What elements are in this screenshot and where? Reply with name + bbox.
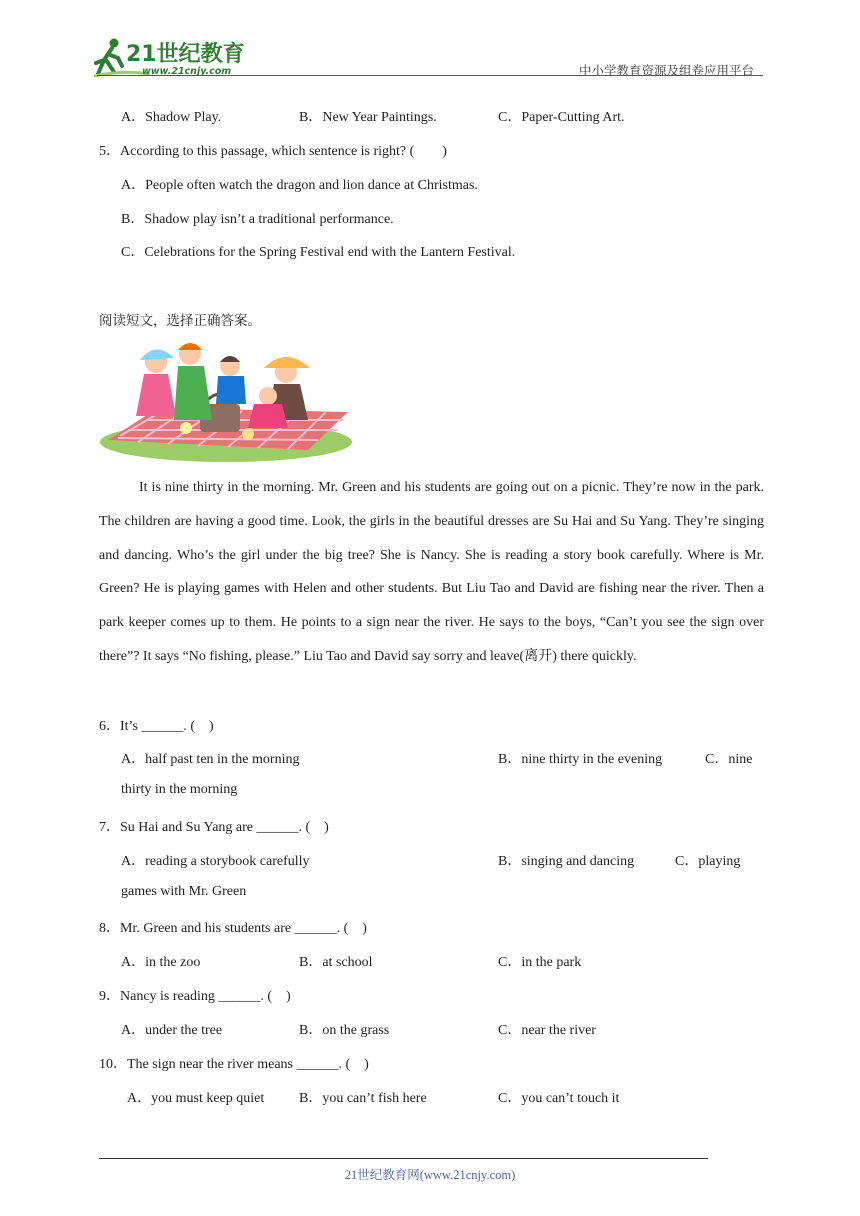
q4-option-c: C．Paper-Cutting Art. [498,110,625,125]
q7-option-b: B．singing and dancing [498,854,635,869]
q8-stem: 8．Mr. Green and his students are ______. ( ) [99,921,367,936]
q10-stem: 10．The sign near the river means ______. ( ) [99,1057,369,1072]
q7-option-c: C．playing [675,854,741,869]
logo-text: 21世纪教育 [126,42,245,67]
q10-option-b: B．you can’t fish here [299,1091,427,1106]
q6-option-b: B．nine thirty in the evening [498,752,663,767]
q5-option-a: A．People often watch the dragon and lion dance at Christmas. [121,178,478,193]
q7-option-a: A．reading a storybook carefully [121,854,310,869]
q9-option-b: B．on the grass [299,1023,390,1038]
q5-stem: 5．According to this passage, which sentence is right? ( ) [99,144,447,159]
q9-stem: 9．Nancy is reading ______. ( ) [99,989,291,1004]
q10-option-a: A．you must keep quiet [127,1091,265,1106]
q5-option-b: B．Shadow play isn’t a traditional performance. [121,212,394,227]
q9-option-a: A．under the tree [121,1023,223,1038]
footer-text: 21世纪教育网(www.21cnjy.com) [344,1168,516,1182]
header-platform-text: 中小学教育资源及组卷应用平台 [578,63,754,78]
logo-url: www.21cnjy.com [142,66,232,77]
q4-option-b: B．New Year Paintings. [299,110,437,125]
q8-option-a: A．in the zoo [121,955,201,970]
footer-divider [99,1158,708,1159]
header-divider [97,75,763,76]
q7-option-c-continued: games with Mr. Green [121,884,247,899]
q5-option-c: C．Celebrations for the Spring Festival end with the Lantern Festival. [121,245,516,260]
reading-passage: It is nine thirty in the morning. Mr. Green and his students are going out on a picnic. They’re now in the park. The children are having a good time. Look, the girls in the beautiful dresses are Su Hai and Su Yang. They’re singing and dancing. Who’s the girl under the big tree? She is Nancy. She is reading a story book carefully. Where is Mr. Green? He is playing games with Helen and other students. But Liu Tao and David are fishing near the river. Then a park keeper comes up to them. He points to a sign near the river. He says to the boys, “Can’t you see the sign over there”? It says “No fishing, please.” Liu Tao and David say sorry and leave(离开) there quickly. [99,480,764,664]
q6-option-c-continued: thirty in the morning [121,782,238,797]
picnic-illustration [98,338,354,466]
q6-option-c: C．nine [705,752,753,767]
q8-option-c: C．in the park [498,955,582,970]
q8-option-b: B．at school [299,955,373,970]
q7-stem: 7．Su Hai and Su Yang are ______. ( ) [99,820,329,835]
q4-option-a: A．Shadow Play. [121,110,222,125]
q6-stem: 6．It’s ______. ( ) [99,719,214,734]
q10-option-c: C．you can’t touch it [498,1091,620,1106]
q9-option-c: C．near the river [498,1023,596,1038]
section-title: 阅读短文，选择正确答案。 [99,313,261,329]
site-logo [92,34,262,80]
q6-option-a: A．half past ten in the morning [121,752,300,767]
